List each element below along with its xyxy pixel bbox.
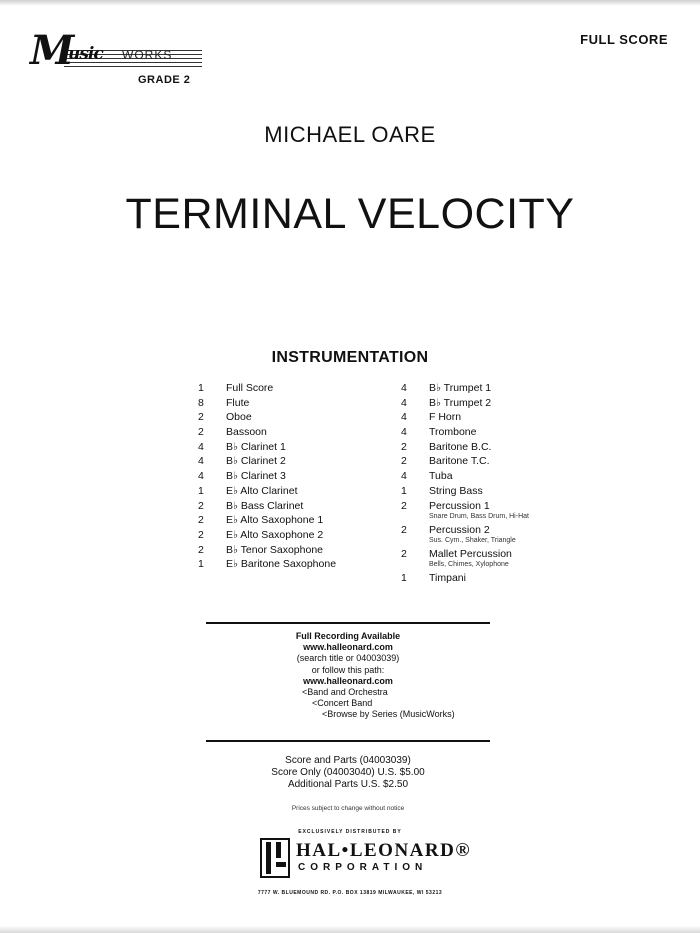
instrument-row (401, 455, 601, 470)
instrument-qty: 2 (401, 455, 407, 468)
path-step: <Concert Band (312, 698, 373, 709)
instrument-name: E♭ Alto Saxophone 1 (226, 514, 324, 527)
instrument-qty: 4 (198, 455, 204, 468)
instrument-detail: Snare Drum, Bass Drum, Hi-Hat (429, 512, 529, 520)
instrument-qty: 1 (198, 484, 204, 497)
recording-search-note: (search title or 04003039) (296, 653, 400, 664)
instrument-row (198, 382, 388, 397)
price-disclaimer: Prices subject to change without notice (291, 805, 405, 812)
instrument-name: Timpani (429, 571, 466, 584)
instrument-name: Full Score (226, 382, 274, 394)
instrument-qty: 2 (198, 426, 204, 439)
instrument-qty: 8 (198, 396, 204, 409)
instrument-name: Percussion 2 (429, 523, 490, 536)
instrument-row (401, 470, 601, 485)
path-step: <Browse by Series (MusicWorks) (322, 709, 455, 720)
instrument-qty: 1 (401, 571, 407, 584)
instrument-qty: 4 (401, 382, 407, 394)
musicworks-logo (30, 27, 205, 90)
instrument-name: B♭ Bass Clarinet (226, 499, 304, 512)
instrument-row (198, 470, 388, 485)
instrument-row (401, 382, 601, 397)
instrument-row (401, 441, 601, 456)
instrument-name: Tuba (429, 470, 453, 483)
instrument-detail: Sus. Cym., Shaker, Triangle (429, 536, 516, 544)
price-line: Additional Parts U.S. $2.50 (287, 779, 409, 790)
instrument-row (198, 441, 388, 456)
instrument-name: B♭ Clarinet 2 (226, 455, 286, 468)
instrument-row (401, 524, 601, 548)
instrument-qty: 4 (401, 470, 407, 483)
logo-letter-m: M (30, 27, 75, 74)
score-type-label: FULL SCORE (580, 32, 668, 47)
instrument-detail: Bells, Chimes, Xylophone (429, 560, 509, 568)
distributor-note: EXCLUSIVELY DISTRIBUTED BY (298, 829, 402, 835)
instrument-row (198, 558, 388, 573)
instrument-qty: 2 (198, 514, 204, 527)
logo-works: WORKS (122, 48, 173, 62)
logo-staff-line (64, 66, 202, 67)
instrument-row (198, 514, 388, 529)
instrument-qty: 2 (401, 440, 407, 453)
instrument-qty: 2 (401, 499, 407, 512)
instrument-name: B♭ Trumpet 1 (429, 382, 492, 394)
instrument-qty: 1 (198, 558, 204, 571)
recording-site-link[interactable]: www.halleonard.com (303, 642, 393, 653)
instrument-row (198, 500, 388, 515)
recording-site-link-2[interactable]: www.halleonard.com (303, 675, 393, 686)
instrument-qty: 4 (401, 396, 407, 409)
pricing-info (206, 755, 490, 791)
instrument-row (401, 548, 601, 572)
instrument-qty: 2 (401, 523, 407, 536)
path-step: <Band and Orchestra (302, 687, 388, 698)
instrument-name: E♭ Alto Clarinet (226, 484, 298, 497)
instrument-name: B♭ Trumpet 2 (429, 396, 492, 409)
instrument-qty: 2 (198, 411, 204, 424)
instrument-qty: 4 (198, 440, 204, 453)
instrument-qty: 2 (401, 547, 407, 560)
composer-name: MICHAEL OARE (264, 122, 436, 147)
hal-leonard-mark-icon (260, 838, 290, 878)
publisher-corp: CORPORATION (298, 862, 428, 873)
instrument-row (401, 411, 601, 426)
instrument-name: Bassoon (226, 426, 267, 439)
instrument-name: E♭ Alto Saxophone 2 (226, 528, 324, 541)
divider-bottom (206, 740, 490, 742)
instrument-row (401, 572, 601, 587)
hal-leonard-logo (260, 838, 472, 888)
instrument-name: E♭ Baritone Saxophone (226, 558, 337, 571)
instrumentation-left-column (198, 382, 388, 573)
divider-top (206, 622, 490, 624)
instrument-name: Baritone T.C. (429, 455, 490, 468)
instrument-name: String Bass (429, 484, 483, 497)
instrumentation-right-column (401, 382, 601, 586)
instrument-row (401, 426, 601, 441)
piece-title: TERMINAL VELOCITY (125, 190, 575, 238)
instrument-row (198, 397, 388, 412)
publisher-name: HAL•LEONARD® (296, 840, 472, 861)
recording-heading: Full Recording Available (295, 631, 401, 641)
instrument-row (198, 544, 388, 559)
instrument-name: B♭ Clarinet 3 (226, 470, 286, 483)
instrument-qty: 4 (401, 411, 407, 424)
instrumentation-heading: INSTRUMENTATION (271, 349, 429, 366)
top-edge-shade (0, 0, 700, 6)
instrument-name: Trombone (429, 426, 477, 439)
bottom-edge-shade (0, 926, 700, 933)
logo-script: usic (68, 44, 103, 64)
instrument-name: Percussion 1 (429, 499, 490, 512)
instrument-name: B♭ Tenor Saxophone (226, 543, 323, 556)
instrument-qty: 2 (198, 528, 204, 541)
instrument-qty: 1 (401, 484, 407, 497)
instrument-qty: 4 (401, 426, 407, 439)
price-line: Score Only (04003040) U.S. $5.00 (271, 767, 425, 778)
instrument-row (198, 529, 388, 544)
instrument-name: Oboe (226, 411, 252, 424)
instrument-row (198, 426, 388, 441)
instrument-qty: 1 (198, 382, 204, 394)
instrument-qty: 4 (198, 470, 204, 483)
recording-info (206, 631, 490, 721)
instrument-qty: 2 (198, 499, 204, 512)
instrument-name: Mallet Percussion (429, 547, 512, 560)
instrument-row (198, 411, 388, 426)
instrument-name: F Horn (429, 411, 462, 424)
instrument-name: B♭ Clarinet 1 (226, 440, 286, 453)
instrument-row (198, 485, 388, 500)
publisher-address: 7777 W. BLUEMOUND RD. P.O. BOX 13819 MILWAUKEE, WI 53213 (257, 890, 443, 896)
price-line: Score and Parts (04003039) (285, 755, 411, 766)
instrument-qty: 2 (198, 543, 204, 556)
instrument-row (401, 485, 601, 500)
recording-follow-note: or follow this path: (311, 664, 385, 675)
grade-label: GRADE 2 (138, 74, 191, 86)
instrument-row (198, 455, 388, 470)
instrument-row (401, 397, 601, 412)
instrument-name: Flute (226, 396, 250, 409)
instrument-row (401, 500, 601, 524)
instrument-name: Baritone B.C. (429, 440, 492, 453)
